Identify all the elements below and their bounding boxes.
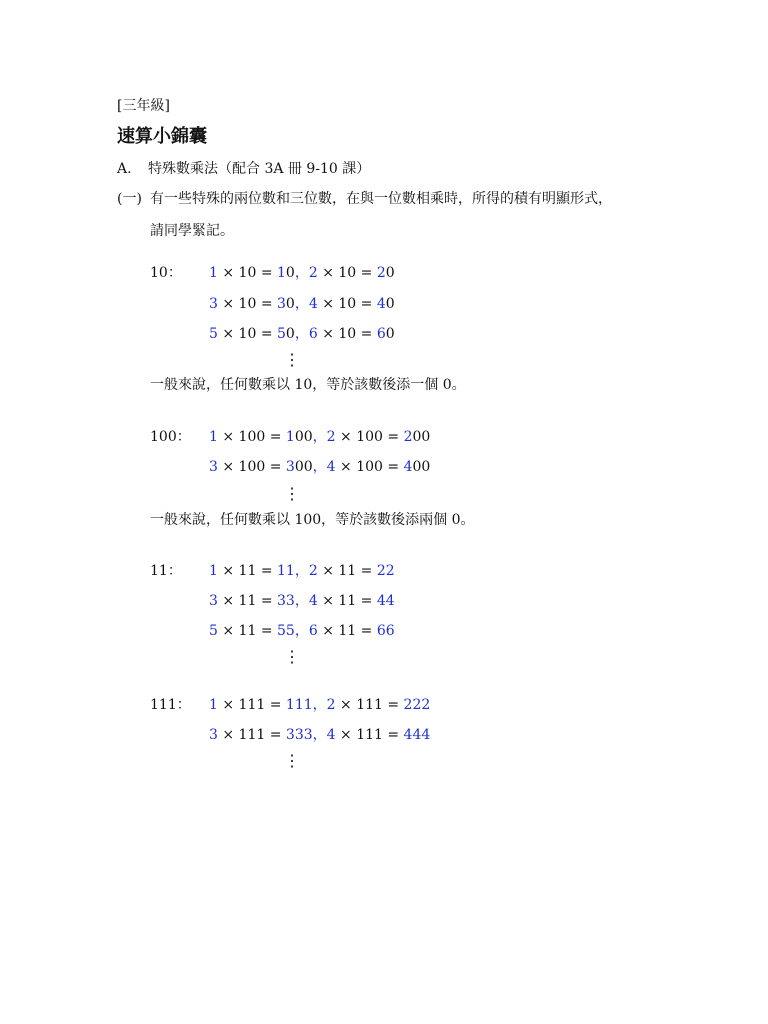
equation-row	[209, 726, 430, 744]
summary-text: 一般來說，任何數乘以 100，等於該數後添兩個 0。	[150, 512, 475, 528]
group-label-111: 111：	[150, 697, 191, 713]
equation-segment: 444	[403, 727, 431, 743]
equation-segment: 111	[285, 697, 313, 713]
group-label-100: 100：	[150, 429, 191, 445]
equation-segment: × 11 =	[217, 593, 277, 609]
equation-segment: × 100 =	[217, 459, 286, 475]
equation-segment: 0	[385, 326, 395, 342]
equation-segment: 1	[209, 265, 218, 281]
page-title: 速算小錦囊	[117, 126, 207, 147]
equation-segment: 1	[277, 265, 286, 281]
equation-segment: × 11 =	[317, 623, 377, 639]
equation-segment: 1	[209, 697, 218, 713]
grade-label: [三年級]	[117, 98, 170, 114]
equation-segment: 44	[376, 593, 395, 609]
equation-segment: 4	[403, 459, 413, 475]
equation-segment: × 10 =	[217, 296, 277, 312]
equation-segment: 0	[385, 265, 395, 281]
equation-segment: 2	[308, 265, 318, 281]
equation-segment: 333	[285, 727, 313, 743]
equation-segment: 3	[277, 296, 286, 312]
equation-segment: 3	[209, 459, 218, 475]
equation-segment: 5	[209, 326, 218, 342]
equation-segment: 66	[376, 623, 395, 639]
equation-row	[209, 325, 395, 343]
equation-segment: × 111 =	[217, 727, 286, 743]
equation-segment: 2	[376, 265, 386, 281]
equation-segment: × 11 =	[317, 593, 377, 609]
equation-segment: × 111 =	[335, 727, 404, 743]
vertical-ellipsis: ⋮	[284, 647, 300, 666]
equation-segment: 5	[277, 326, 286, 342]
equation-segment: 00	[412, 429, 431, 445]
equation-segment: 3	[209, 593, 218, 609]
equation-segment: 2	[326, 697, 336, 713]
equation-segment: ，	[294, 563, 309, 579]
equation-row	[209, 264, 395, 282]
equation-segment: × 11 =	[317, 563, 377, 579]
equation-segment: × 111 =	[217, 697, 286, 713]
equation-segment: × 10 =	[317, 326, 377, 342]
vertical-ellipsis: ⋮	[284, 350, 300, 369]
equation-segment: 222	[403, 697, 431, 713]
equation-row	[209, 592, 395, 610]
equation-segment: × 11 =	[217, 563, 277, 579]
equation-segment: 55	[277, 623, 295, 639]
equation-row	[209, 428, 430, 446]
equation-row	[209, 622, 395, 640]
equation-segment: × 10 =	[217, 326, 277, 342]
equation-segment: 3	[285, 459, 295, 475]
equation-segment: ，	[312, 429, 327, 445]
group-label-11: 11：	[150, 563, 182, 579]
equation-segment: 11	[277, 563, 295, 579]
equation-segment: × 100 =	[335, 429, 404, 445]
group-label-10: 10：	[150, 265, 182, 281]
equation-segment: ，	[294, 623, 309, 639]
section-heading: 特殊數乘法（配合 3A 冊 9-10 課）	[148, 161, 371, 177]
intro-number: (一)	[117, 191, 142, 207]
vertical-ellipsis: ⋮	[284, 751, 300, 770]
intro-line-1: 有一些特殊的兩位數和三位數，在與一位數相乘時，所得的積有明顯形式，	[150, 191, 612, 207]
equation-segment: 3	[209, 727, 218, 743]
equation-segment: 2	[308, 563, 318, 579]
equation-segment: ，	[294, 593, 309, 609]
equation-row	[209, 562, 395, 580]
equation-segment: ，	[312, 459, 327, 475]
equation-segment: 0	[285, 296, 295, 312]
equation-segment: × 10 =	[317, 265, 377, 281]
equation-segment: 00	[294, 459, 313, 475]
equation-segment: 33	[277, 593, 295, 609]
equation-segment: 00	[294, 429, 313, 445]
equation-segment: 3	[209, 296, 218, 312]
equation-segment: 2	[403, 429, 413, 445]
section-letter: A.	[117, 161, 132, 177]
equation-segment: 6	[308, 623, 318, 639]
equation-segment: × 100 =	[335, 459, 404, 475]
equation-segment: × 11 =	[217, 623, 277, 639]
equation-segment: × 111 =	[335, 697, 404, 713]
equation-segment: ，	[312, 697, 327, 713]
equation-row	[209, 696, 430, 714]
equation-segment: 4	[308, 593, 318, 609]
equation-row	[209, 458, 430, 476]
vertical-ellipsis: ⋮	[284, 484, 300, 503]
equation-segment: 6	[376, 326, 386, 342]
equation-segment: ，	[312, 727, 327, 743]
equation-segment: 1	[285, 429, 295, 445]
equation-segment: 2	[326, 429, 336, 445]
equation-segment: ，	[294, 265, 309, 281]
equation-segment: 4	[308, 296, 318, 312]
equation-segment: 6	[308, 326, 318, 342]
equation-segment: 1	[209, 563, 218, 579]
equation-segment: × 10 =	[317, 296, 377, 312]
equation-segment: × 10 =	[217, 265, 277, 281]
equation-segment: 4	[326, 727, 336, 743]
intro-line-2: 請同學緊記。	[150, 223, 234, 239]
equation-segment: 4	[376, 296, 386, 312]
equation-row	[209, 295, 395, 313]
summary-text: 一般來說，任何數乘以 10，等於該數後添一個 0。	[150, 377, 466, 393]
equation-segment: 0	[385, 296, 395, 312]
equation-segment: 22	[376, 563, 395, 579]
equation-segment: ，	[294, 326, 309, 342]
equation-segment: 5	[209, 623, 218, 639]
equation-segment: 1	[209, 429, 218, 445]
equation-segment: 0	[285, 326, 295, 342]
equation-segment: ，	[294, 296, 309, 312]
equation-segment: 0	[285, 265, 295, 281]
equation-segment: 4	[326, 459, 336, 475]
equation-segment: × 100 =	[217, 429, 286, 445]
equation-segment: 00	[412, 459, 431, 475]
